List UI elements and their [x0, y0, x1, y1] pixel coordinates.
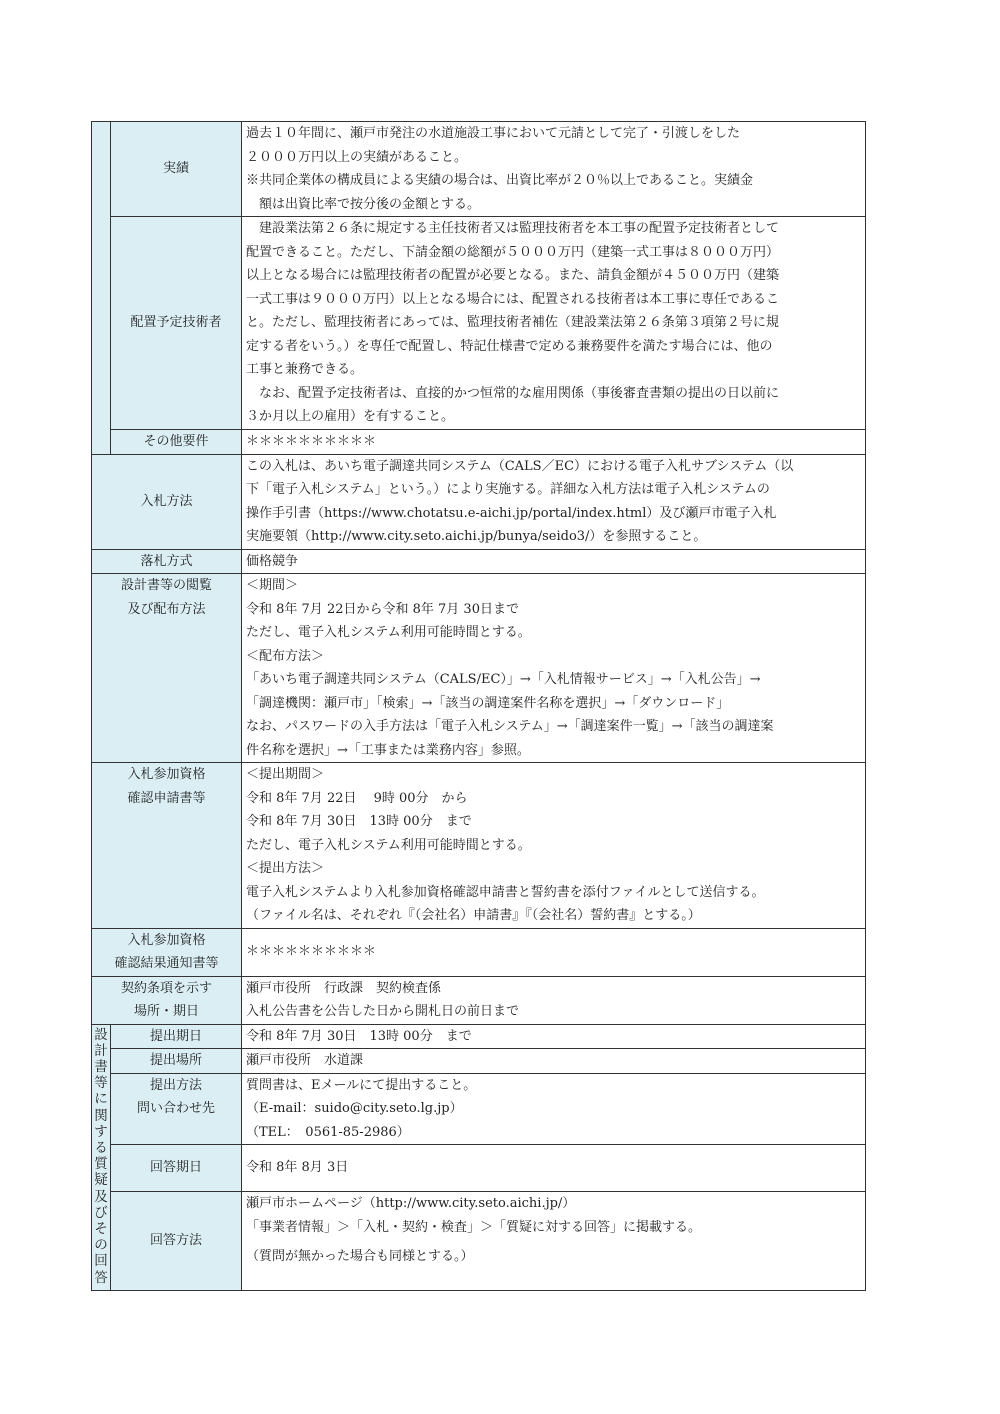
row-label-teishutsu-kijitsu: 提出期日 — [111, 1024, 242, 1049]
text-line: 確認申請書等 — [127, 790, 206, 806]
kaito-houhou-line: 「事業者情報」＞「入札・契約・検査」＞「質疑に対する回答」に掲載する。 — [246, 1219, 702, 1235]
table-row — [92, 549, 866, 574]
text-line: ただし、電子入札システム利用可能時間とする。 — [246, 625, 531, 640]
sonota-value: ＊＊＊＊＊＊＊＊＊＊ — [246, 434, 377, 449]
row-content-tsuchisho — [242, 928, 866, 976]
text-line: 入札参加資格 — [127, 932, 206, 948]
text-line: 以上となる場合には監理技術者の配置が必要となる。また、請負金額が４５００万円（建築 — [246, 268, 780, 283]
text-line: 提出方法 — [149, 1077, 202, 1093]
vertical-label-char: に — [94, 1091, 108, 1108]
row-content-kaito-kijitsu — [242, 1145, 866, 1192]
vertical-label-char: 関 — [94, 1107, 108, 1124]
row-content-rakusatsu — [242, 549, 866, 574]
text-line: 瀬戸市役所 行政課 契約検査係 — [246, 980, 442, 996]
kaito-houhou-line: 瀬戸市ホームページ（http://www.city.seto.aichi.jp/） — [246, 1196, 576, 1211]
row-content-jisseki — [242, 122, 866, 217]
row-label-nyusatsu-houhou: 入札方法 — [92, 454, 242, 549]
rakusatsu-value: 価格競争 — [246, 553, 299, 569]
text-line: なお、配置予定技術者は、直接的かつ恒常的な雇用関係（事後審査書類の提出の日以前に — [246, 385, 780, 401]
row-label-rakusatsu: 落札方式 — [92, 549, 242, 574]
table-row — [92, 430, 866, 455]
kaito-kijitsu-value: 令和 8年 8月 3日 — [246, 1160, 349, 1176]
vertical-label-char: 設 — [94, 1026, 108, 1043]
vertical-label-char: 書 — [94, 1058, 108, 1075]
text-line: ※共同企業体の構成員による実績の場合は、出資比率が２０％以上であること。実績金 — [246, 173, 754, 188]
text-line: と。ただし、監理技術者にあっては、監理技術者補佐（建設業法第２６条第３項第２号に規 — [246, 315, 779, 330]
text-line: ただし、電子入札システム利用可能時間とする。 — [246, 837, 531, 853]
text-line: 確認結果通知書等 — [114, 956, 219, 971]
row-content-nyusatsu-houhou — [242, 454, 866, 549]
text-line: 令和 8年 7月 22日から令和 8年 7月 30日まで — [246, 601, 519, 617]
row-content-shinseisho — [242, 763, 866, 929]
text-line: 入札公告書を公告した日から開札日の前日まで — [246, 1004, 520, 1019]
text-line: 問い合わせ先 — [136, 1101, 215, 1116]
text-line: なお、パスワードの入手方法は「電子入札システム」→「調達案件一覧」→「該当の調達案 — [246, 719, 774, 734]
text-line: 及び配布方法 — [127, 601, 206, 617]
shitsugi-group-label — [92, 1024, 111, 1291]
vertical-label-char: 及 — [94, 1188, 108, 1205]
text-line: 一式工事は９０００万円）以上となる場合には、配置される技術者は本工事に専任であるこ — [246, 291, 780, 307]
row-label-keiyaku — [92, 976, 242, 1024]
table-row — [92, 976, 866, 1024]
vertical-label-char: す — [94, 1123, 108, 1140]
text-line: ＜提出期間＞ — [246, 767, 325, 782]
text-line: 建設業法第２６条に規定する主任技術者又は監理技術者を本工事の配置予定技術者として — [246, 221, 780, 236]
row-content-sonota — [242, 430, 866, 455]
table-row — [92, 1049, 866, 1074]
text-line: 工事と兼務できる。 — [246, 362, 364, 377]
table-row — [92, 928, 866, 976]
tsuchisho-value: ＊＊＊＊＊＊＊＊＊＊ — [246, 944, 377, 960]
teishutsu-kijitsu-value: 令和 8年 7月 30日 13時 00分 まで — [246, 1028, 472, 1044]
row-label-shinseisho — [92, 763, 242, 929]
row-label-haichi: 配置予定技術者 — [111, 217, 242, 430]
row-content-teishutsu-kijitsu — [242, 1024, 866, 1049]
vertical-label-char: び — [94, 1204, 108, 1221]
table-row — [92, 1024, 866, 1049]
text-line: ２０００万円以上の実績があること。 — [246, 149, 468, 165]
table-row — [92, 1073, 866, 1145]
table-row — [92, 763, 866, 929]
text-line: 下「電子入札システム」という。）により実施する。詳細な入札方法は電子入札システムの — [246, 482, 770, 497]
text-line: 場所・期日 — [133, 1004, 199, 1019]
text-line: この入札は、あいち電子調達共同システム（CALS／EC）における電子入札サブシステム（以 — [246, 458, 794, 474]
vertical-label-char: 質 — [94, 1156, 108, 1173]
text-line: 操作手引書（https://www.chotatsu.e-aichi.jp/portal/index.html）及び瀬戸市電子入札 — [246, 505, 777, 521]
row-content-kaito-houhou — [242, 1192, 866, 1291]
vertical-label-char: の — [94, 1237, 108, 1254]
text-line: （E-mail：suido@city.seto.lg.jp） — [246, 1101, 463, 1116]
document-page — [91, 121, 865, 1291]
tender-conditions-table — [91, 121, 866, 1291]
row-content-haichi — [242, 217, 866, 430]
vertical-label-char: 計 — [94, 1042, 108, 1059]
table-row — [92, 1192, 866, 1291]
text-line: 電子入札システムより入札参加資格確認申請書と誓約書を添付ファイルとして送信する。 — [246, 884, 765, 900]
vertical-label-char: 等 — [94, 1075, 108, 1092]
table-row — [92, 1145, 866, 1192]
text-line: 実施要領（http://www.city.seto.aichi.jp/bunya/seido3/）を参照すること。 — [246, 529, 707, 544]
text-line: ＜提出方法＞ — [246, 861, 325, 876]
text-line: ＜配布方法＞ — [246, 648, 325, 664]
kaito-houhou-line: （質問が無かった場合も同様とする。） — [246, 1249, 474, 1264]
table-row — [92, 217, 866, 430]
text-line: 質問書は、Eメールにて提出すること。 — [246, 1077, 477, 1093]
row-label-sekkeisho — [92, 574, 242, 763]
vertical-label-char: 答 — [94, 1269, 108, 1286]
vertical-label-char: 疑 — [94, 1172, 108, 1189]
text-line: ＜期間＞ — [246, 578, 299, 593]
vertical-label-char: そ — [94, 1220, 108, 1237]
table-row — [92, 574, 866, 763]
text-line: 入札参加資格 — [127, 767, 206, 782]
row-content-teishutsu-basho — [242, 1049, 866, 1074]
row-content-keiyaku — [242, 976, 866, 1024]
vertical-label-char: る — [94, 1139, 108, 1156]
vertical-label-char: 回 — [94, 1253, 108, 1270]
text-line: 「あいち電子調達共同システム（CALS/EC）」→「入札情報サービス」→「入札公告」→ — [246, 672, 761, 687]
text-line: 過去１０年間に、瀬戸市発注の水道施設工事において元請として完了・引渡しをした — [246, 126, 741, 141]
text-line: （TEL： 0561-85-2986） — [246, 1124, 410, 1140]
text-line: 件名称を選択」→「工事または業務内容」参照。 — [246, 742, 530, 758]
text-line: 設計書等の閲覧 — [120, 578, 212, 593]
row-label-teishutsu-houhou — [111, 1073, 242, 1145]
row-label-tsuchisho — [92, 928, 242, 976]
qualification-group-side — [92, 122, 111, 455]
text-line: 契約条項を示す — [120, 980, 212, 996]
row-label-sonota: その他要件 — [111, 430, 242, 455]
text-line: 令和 8年 7月 22日 9時 00分 から — [246, 790, 468, 806]
row-label-teishutsu-basho: 提出場所 — [111, 1049, 242, 1074]
row-content-sekkeisho — [242, 574, 866, 763]
text-line: 令和 8年 7月 30日 13時 00分 まで — [246, 814, 472, 829]
text-line: 配置できること。ただし、下請金額の総額が５０００万円（建築一式工事は８０００万円） — [246, 244, 780, 260]
text-line: （ファイル名は、それぞれ『（会社名）申請書』『（会社名）誓約書』とする。） — [246, 908, 701, 923]
text-line: ３か月以上の雇用）を有すること。 — [246, 409, 455, 424]
row-label-kaito-houhou: 回答方法 — [111, 1192, 242, 1291]
text-line: 「調達機関：瀬戸市」「検索」→「該当の調達案件名称を選択」→「ダウンロード」 — [246, 695, 730, 711]
text-line: 額は出資比率で按分後の金額とする。 — [246, 196, 481, 212]
row-label-kaito-kijitsu: 回答期日 — [111, 1145, 242, 1192]
row-label-jisseki: 実績 — [111, 122, 242, 217]
text-line: 定する者をいう。）を専任で配置し、特記仕様書で定める兼務要件を満たす場合には、他の — [246, 338, 773, 354]
teishutsu-basho-value: 瀬戸市役所 水道課 — [246, 1053, 364, 1068]
row-content-teishutsu-houhou — [242, 1073, 866, 1145]
table-row — [92, 122, 866, 217]
table-row — [92, 454, 866, 549]
